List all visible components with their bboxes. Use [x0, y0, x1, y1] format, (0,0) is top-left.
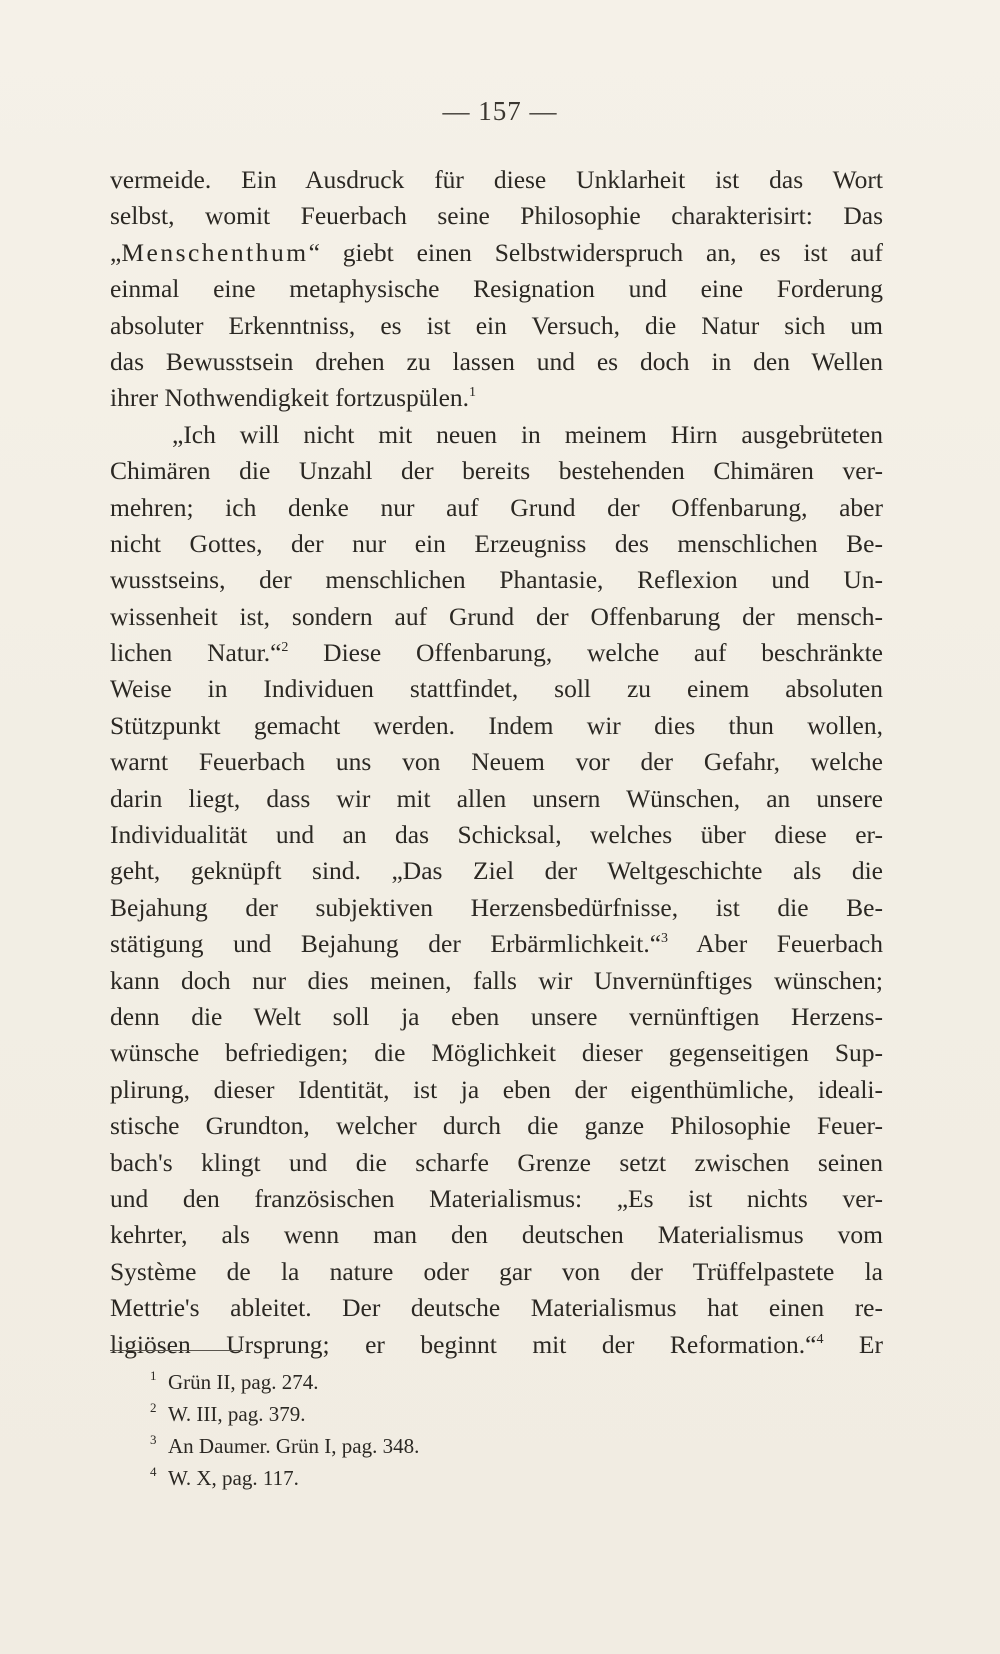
footnote-number: 2 — [150, 1400, 157, 1415]
opening-quote: „ — [110, 237, 122, 267]
footnote — [150, 1398, 768, 1430]
text-line: das Bewusstsein drehen zu lassen und es doch in den Wellen — [110, 346, 883, 376]
footnote-number: 1 — [150, 1368, 157, 1383]
text-line — [110, 1327, 883, 1363]
text-line: Mettrie's ableitet. Der deutsche Materialismus hat einen re- — [110, 1293, 883, 1323]
text-fragment: Er — [823, 1329, 883, 1359]
text-line: nicht Gottes, der nur ein Erzeugniss des menschlichen Be- — [110, 528, 883, 558]
text-fragment: stätigung und Bejahung der Erbärmlichkeit.“ — [110, 929, 662, 959]
text-line: selbst, womit Feuerbach seine Philosophie charakterisirt: Das — [110, 201, 883, 231]
text-fragment: Diese Offenbarung, welche auf beschränkte — [288, 638, 883, 668]
text-line: wünsche befriedigen; die Möglichkeit dieser gegenseitigen Sup- — [110, 1038, 883, 1068]
page-number: — 157 — — [442, 96, 558, 126]
text-fragment: ligiösen Ursprung; er beginnt mit der Reformation.“ — [110, 1329, 817, 1359]
text-line: wissenheit ist, sondern auf Grund der Offenbarung der mensch- — [110, 601, 883, 631]
text-fragment: “ giebt einen Selbstwiderspruch an, es ist auf — [308, 237, 883, 267]
text-line — [110, 926, 883, 962]
text-line: Système de la nature oder gar von der Trüffelpastete la — [110, 1256, 883, 1286]
footnote-text: An Daumer. Grün I, pag. 348. — [168, 1434, 420, 1458]
text-line: geht, geknüpft sind. „Das Ziel der Weltgeschichte als die — [110, 856, 883, 886]
footnote-ref: 2 — [281, 640, 289, 656]
text-fragment: ihrer Nothwendigkeit fortzuspülen. — [110, 383, 470, 413]
text-line: plirung, dieser Identität, ist ja eben der eigenthümliche, ideali- — [110, 1074, 883, 1104]
text-line: denn die Welt soll ja eben unsere vernünftigen Herzens- — [110, 1001, 883, 1031]
text-line: absoluter Erkenntniss, es ist ein Versuch, die Natur sich um — [110, 310, 883, 340]
text-line — [110, 635, 883, 671]
text-line: einmal eine metaphysische Resignation und eine Forderung — [110, 274, 883, 304]
footnote-ref: 4 — [816, 1331, 824, 1347]
paragraph-first-line: „Ich will nicht mit neuen in meinem Hirn ausgebrüteten — [172, 419, 883, 449]
text-line: bach's klingt und die scharfe Grenze setzt zwischen seinen — [110, 1147, 883, 1177]
footnote-ref: 1 — [469, 385, 477, 401]
text-line: Stützpunkt gemacht werden. Indem wir dies thun wollen, — [110, 710, 883, 740]
footnote-text: Grün II, pag. 274. — [168, 1370, 319, 1394]
footnote-text: W. III, pag. 379. — [168, 1402, 306, 1426]
footnote-number: 4 — [150, 1464, 157, 1479]
text-line: kehrter, als wenn man den deutschen Materialismus vom — [110, 1220, 883, 1250]
spaced-term: Menschenthum — [121, 237, 309, 267]
footnotes — [150, 1366, 768, 1494]
footnote-ref: 3 — [661, 931, 669, 947]
footnote — [150, 1430, 768, 1462]
footnote-divider — [110, 1350, 243, 1351]
footnote — [150, 1462, 768, 1494]
footnote-number: 3 — [150, 1432, 157, 1447]
text-line — [110, 380, 883, 416]
footnote — [150, 1366, 768, 1398]
text-line: kann doch nur dies meinen, falls wir Unvernünftiges wünschen; — [110, 965, 883, 995]
text-fragment: lichen Natur.“ — [110, 638, 282, 668]
text-line: Individualität und an das Schicksal, welches über diese er- — [110, 820, 883, 850]
text-line: warnt Feuerbach uns von Neuem vor der Gefahr, welche — [110, 747, 883, 777]
text-line: Chimären die Unzahl der bereits bestehenden Chimären ver- — [110, 456, 883, 486]
text-fragment: Aber Feuerbach — [668, 929, 883, 959]
text-line: darin liegt, dass wir mit allen unsern Wünschen, an unsere — [110, 783, 883, 813]
text-line — [110, 235, 883, 271]
text-line: Bejahung der subjektiven Herzensbedürfnisse, ist die Be- — [110, 892, 883, 922]
text-line: wusstseins, der menschlichen Phantasie, Reflexion und Un- — [110, 565, 883, 595]
text-line: vermeide. Ein Ausdruck für diese Unklarheit ist das Wort — [110, 165, 883, 194]
text-line: stische Grundton, welcher durch die ganze Philosophie Feuer- — [110, 1111, 883, 1141]
text-line: Weise in Individuen stattfindet, soll zu einem absoluten — [110, 674, 883, 704]
text-line: und den französischen Materialismus: „Es ist nichts ver- — [110, 1183, 883, 1213]
text-line: mehren; ich denke nur auf Grund der Offenbarung, aber — [110, 492, 883, 522]
body-text — [110, 162, 883, 1363]
footnote-text: W. X, pag. 117. — [168, 1466, 299, 1490]
